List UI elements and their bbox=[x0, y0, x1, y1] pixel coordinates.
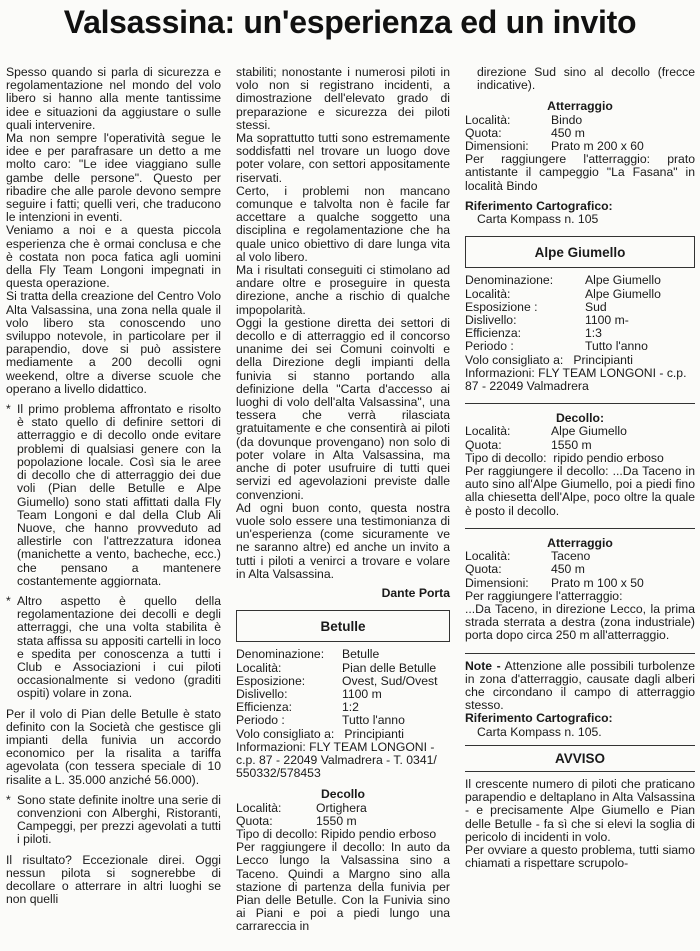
paragraph: direzione Sud sino al decollo (frecce indicative). bbox=[477, 65, 695, 93]
detail-row bbox=[236, 714, 450, 727]
detail-label: Esposizione : bbox=[465, 299, 538, 314]
detail-label: Località: bbox=[236, 660, 282, 675]
detail-label: Efficienza: bbox=[236, 700, 293, 715]
section-heading: Decollo bbox=[320, 787, 366, 802]
article-title: Valsassina: un'esperienza ed un invito bbox=[63, 4, 637, 40]
site-details bbox=[236, 648, 450, 780]
detail-label: Dislivello: bbox=[236, 686, 288, 701]
detail-label: Efficienza: bbox=[465, 326, 522, 341]
map-reference: Carta Kompass n. 105 bbox=[477, 212, 599, 227]
paragraph: Ma soprattutto tutti sono estremamente soddisfatti nel trovare un luogo dove poter volare, con settori appositamente riservati. bbox=[236, 131, 450, 185]
section-heading: Atterraggio bbox=[547, 535, 613, 550]
map-reference-heading: Riferimento Cartografico: bbox=[465, 711, 613, 726]
section-heading: Decollo: bbox=[555, 411, 605, 426]
paragraph: Il risultato? Eccezionale direi. Oggi nessun pilota si sognerebbe di decollare o atterrare in altri luoghi se non quelli bbox=[6, 852, 221, 907]
note bbox=[465, 660, 695, 713]
detail-label: Località: bbox=[465, 549, 511, 564]
paragraph: Spesso quando si parla di sicurezza e regolamentazione nel mondo del volo libero si hanno alla mente tantissime idee e situazioni da aggiustare o sulle quali intervenire. bbox=[6, 65, 221, 132]
bullet-text: Sono state definite inoltre una serie di convenzioni con Alberghi, Ristoranti, Campeggi, per prezzi agevolati a tutti i piloti. bbox=[17, 792, 221, 847]
paragraph: Il crescente numero di piloti che praticano parapendio e deltaplano in Alta Valsassina - e precisamente Alpe Giumello e Pian delle Betulle - fa sì che si elevi la soglia di pericolo di incidenti in volo. bbox=[465, 776, 695, 844]
detail-value: Tutto l'anno bbox=[585, 339, 648, 354]
detail-value: Prato m 200 x 60 bbox=[551, 139, 644, 154]
recommended-level: Volo consigliato a: Principianti bbox=[236, 726, 405, 741]
detail-row bbox=[236, 662, 450, 675]
detail-row bbox=[465, 288, 695, 301]
detail-label: Denominazione: bbox=[236, 647, 325, 662]
paragraph: Veniamo a noi e a questa piccola esperienza che è ormai conclusa e che è costata non poca fatica agli uomini della Fly Team Longoni impegnati in questa operazione. bbox=[6, 223, 221, 291]
note-label: Note - bbox=[465, 658, 501, 673]
paragraph: Ma i risultati conseguiti ci stimolano ad andare oltre e proseguire in questa direzione, anche a rischio di qualche impopolarità. bbox=[236, 263, 450, 317]
paragraph: Ma non sempre l'operatività segue le idee e per parafrasare un detto a me molto caro: "Le idee viaggiano sulle gambe delle persone". Questo per ribadire che alle parole devono sempre seguire i fatti; quelli veri, che traducono le intenzioni in eventi. bbox=[6, 131, 221, 225]
detail-row bbox=[236, 648, 450, 661]
site-box-title: Alpe Giumello bbox=[465, 236, 695, 268]
detail-value: 1550 m bbox=[551, 437, 592, 452]
paragraph: Certo, i problemi non mancano comunque e talvolta non è facile far accettare a qualche soggetto una disciplina e regolamentazione che ha quale unico obiettivo di dare lunga vita al volo libero. bbox=[236, 183, 450, 264]
detail-value: Alpe Giumello bbox=[551, 424, 627, 439]
paragraph: Per raggiungere il decollo: In auto da Lecco lungo la Valsassina sino a Taceno. Quindi a Margno sino alla stazione di partenza della funivia per Pian delle Betulle. Con la Funivia sino ai Piani e poi a piedi lungo una carrareccia in bbox=[236, 840, 450, 934]
detail-value: 1:2 bbox=[342, 700, 359, 715]
asterisk-bullet-icon: * bbox=[6, 402, 11, 417]
paragraph: Per raggiungere il decollo: ...Da Taceno in auto sino all'Alpe Giumello, poi a piedi fino alla chiesetta dell'Alpe, poco oltre la quale è posto il decollo. bbox=[465, 464, 695, 518]
map-reference-heading: Riferimento Cartografico: bbox=[465, 198, 613, 213]
detail-value: 1:3 bbox=[585, 326, 602, 341]
divider bbox=[465, 528, 695, 529]
notice-heading: AVVISO bbox=[465, 745, 695, 772]
landing-directions-label: Per raggiungere l'atterraggio: bbox=[465, 588, 623, 603]
detail-value: 1100 m bbox=[342, 686, 382, 701]
detail-value: Ovest, Sud/Ovest bbox=[342, 673, 438, 688]
detail-value: 450 m bbox=[551, 562, 585, 577]
detail-row bbox=[236, 675, 450, 688]
detail-value: Bindo bbox=[551, 112, 583, 127]
detail-value: 1100 m- bbox=[585, 313, 629, 328]
detail-value: Taceno bbox=[551, 549, 591, 564]
takeoff-type: Tipo di decollo: ripido pendio erboso bbox=[465, 450, 664, 465]
detail-label: Quota: bbox=[465, 562, 502, 577]
recommended-level: Volo consigliato a: Principianti bbox=[465, 352, 634, 367]
author-signature: Dante Porta bbox=[381, 585, 450, 600]
detail-label: Denominazione: bbox=[465, 273, 554, 288]
divider bbox=[465, 403, 695, 404]
detail-value: Alpe Giumello bbox=[585, 273, 661, 288]
takeoff-type: Tipo di decollo: Ripido pendio erboso bbox=[236, 826, 437, 841]
detail-row bbox=[236, 815, 450, 828]
paragraph-text: Per il volo di Pian delle Betulle è stato definito con la Società che gestisce gli impianti della funivia un accordo economico per la risalita a tariffa agevolata (con tessera speciale di 10 risalite a L. 35.000 anziché 56.000). bbox=[6, 706, 221, 787]
detail-label: Dimensioni: bbox=[465, 575, 529, 590]
detail-value: Betulle bbox=[342, 647, 380, 662]
detail-value: Alpe Giumello bbox=[585, 286, 661, 301]
detail-row bbox=[465, 425, 695, 438]
detail-value: Pian delle Betulle bbox=[342, 660, 437, 675]
detail-label: Quota: bbox=[236, 813, 273, 828]
bullet-item bbox=[6, 595, 221, 701]
column-2 bbox=[236, 66, 450, 934]
detail-row bbox=[465, 439, 695, 452]
detail-label: Quota: bbox=[465, 437, 502, 452]
column-1 bbox=[6, 66, 221, 906]
detail-label: Località: bbox=[236, 800, 282, 815]
detail-value: 450 m bbox=[551, 125, 585, 140]
detail-row bbox=[465, 274, 695, 287]
section-heading: Atterraggio bbox=[547, 99, 613, 114]
asterisk-bullet-icon: * bbox=[6, 792, 11, 807]
info-contact: Informazioni: FLY TEAM LONGONI - c.p. 87 - 22049 Valmadrera bbox=[465, 365, 687, 394]
detail-label: Periodo : bbox=[465, 339, 514, 354]
detail-row bbox=[465, 577, 695, 590]
bullet-item bbox=[6, 794, 221, 847]
detail-label: Esposizione: bbox=[236, 673, 306, 688]
detail-label: Località: bbox=[465, 286, 511, 301]
info-contact: Informazioni: FLY TEAM LONGONI - c.p. 87 - 22049 Valmadrera - T. 0341/ 550332/578453 bbox=[236, 739, 437, 781]
map-reference: Carta Kompass n. 105. bbox=[477, 724, 602, 739]
bullet-text: Il primo problema affrontato e risolto è stato quello di definire settori di atterraggio e di decollo onde evitare problemi di qualsiasi genere con la popolazione locale. Così sia le aree di decollo che di atterraggio dei due voli (Pian delle Betulle e Alpe Giumello) sono stati affittati dalla Fly Team Longoni e dal della Club Ali Nuove, che hanno provveduto ad allestirle con l'attrezzatura idonea (manichette a vento, bacheche, ecc.) che pensano a mantenere costantemente aggiornata. bbox=[17, 402, 221, 588]
bullet-item bbox=[6, 403, 221, 588]
detail-value: 1550 m bbox=[316, 813, 357, 828]
detail-row bbox=[465, 114, 695, 127]
paragraph: Si tratta della creazione del Centro Volo Alta Valsassina, una zona nella quale il volo libero sta conoscendo uno sviluppo notevole, in particolare per il parapendio, dove si può assistere mediamente a 200 decolli ogni weekend, oltre a diverse scuole che operano a livello didattico. bbox=[6, 289, 221, 396]
detail-row bbox=[236, 802, 450, 815]
site-box-title: Betulle bbox=[236, 610, 450, 642]
paragraph: Oggi la gestione diretta dei settori di decollo e di atterraggio ed il concorso unanime dei sei Comuni coinvolti e della Direzione degli impianti della funivia si stanno portando alla definizione della "Carta d'accesso ai luoghi di volo dell'alta Valsassina", una tessera che verrà rilasciata gratuitamente e che consentirà ai piloti (da dovunque provengano) non solo di poter volare in Alta Valsassina, ma anche di poter usufruire di tutti quei servizi ed agevolazioni previste dalle convenzioni. bbox=[236, 315, 450, 502]
detail-label: Periodo : bbox=[236, 713, 285, 728]
detail-value: Sud bbox=[585, 299, 607, 314]
detail-row bbox=[465, 563, 695, 576]
detail-label: Dislivello: bbox=[465, 313, 517, 328]
paragraph bbox=[6, 708, 221, 787]
paragraph: stabiliti; nonostante i numerosi piloti in volo non si registrano incidenti, a dimostrazione dell'elevato grado di preparazione e sicurezza dei piloti stessi. bbox=[236, 65, 450, 132]
detail-label: Località: bbox=[465, 424, 511, 439]
paragraph: Per ovviare a questo problema, tutti siamo chiamati a rispettare scrupolo- bbox=[465, 842, 695, 871]
paragraph: Per raggiungere l'atterraggio: prato antistante il campeggio "La Fasana" in località Bindo bbox=[465, 152, 695, 193]
divider bbox=[465, 653, 695, 654]
detail-value: Tutto l'anno bbox=[342, 713, 405, 728]
bullet-text: Altro aspetto è quello della regolamentazione dei decolli e degli atterraggi, che una volta stabilita è stata affissa su appositi cartelli in loco e spedita per conoscenza a tutti i Club e Associazioni i cui piloti occasionalmente si vedono (graditi ospiti) volare in zona. bbox=[17, 593, 221, 701]
detail-row bbox=[465, 340, 695, 353]
detail-label: Dimensioni: bbox=[465, 139, 529, 154]
column-3 bbox=[465, 66, 695, 870]
detail-label: Località: bbox=[465, 112, 511, 127]
asterisk-bullet-icon: * bbox=[6, 593, 11, 608]
detail-value: Prato m 100 x 50 bbox=[551, 575, 644, 590]
detail-value: Ortighera bbox=[316, 800, 367, 815]
paragraph: Ad ogni buon conto, questa nostra vuole solo essere una testimonianza di un'esperienza (come sicuramente ve ne saranno altre) ed anche un invito a tutti i piloti a venirci a trovare e volare in Alta Valsassina. bbox=[236, 500, 450, 581]
note-text: Attenzione alle possibili turbolenze in zona d'atterraggio, causate dagli alberi che circondano il campo di atterraggio stesso. bbox=[465, 658, 696, 713]
paragraph: ...Da Taceno, in direzione Lecco, la prima strada sterrata a destra (zona industriale) porta dopo circa 250 m all'atterraggio. bbox=[465, 601, 695, 643]
detail-label: Quota: bbox=[465, 125, 502, 140]
